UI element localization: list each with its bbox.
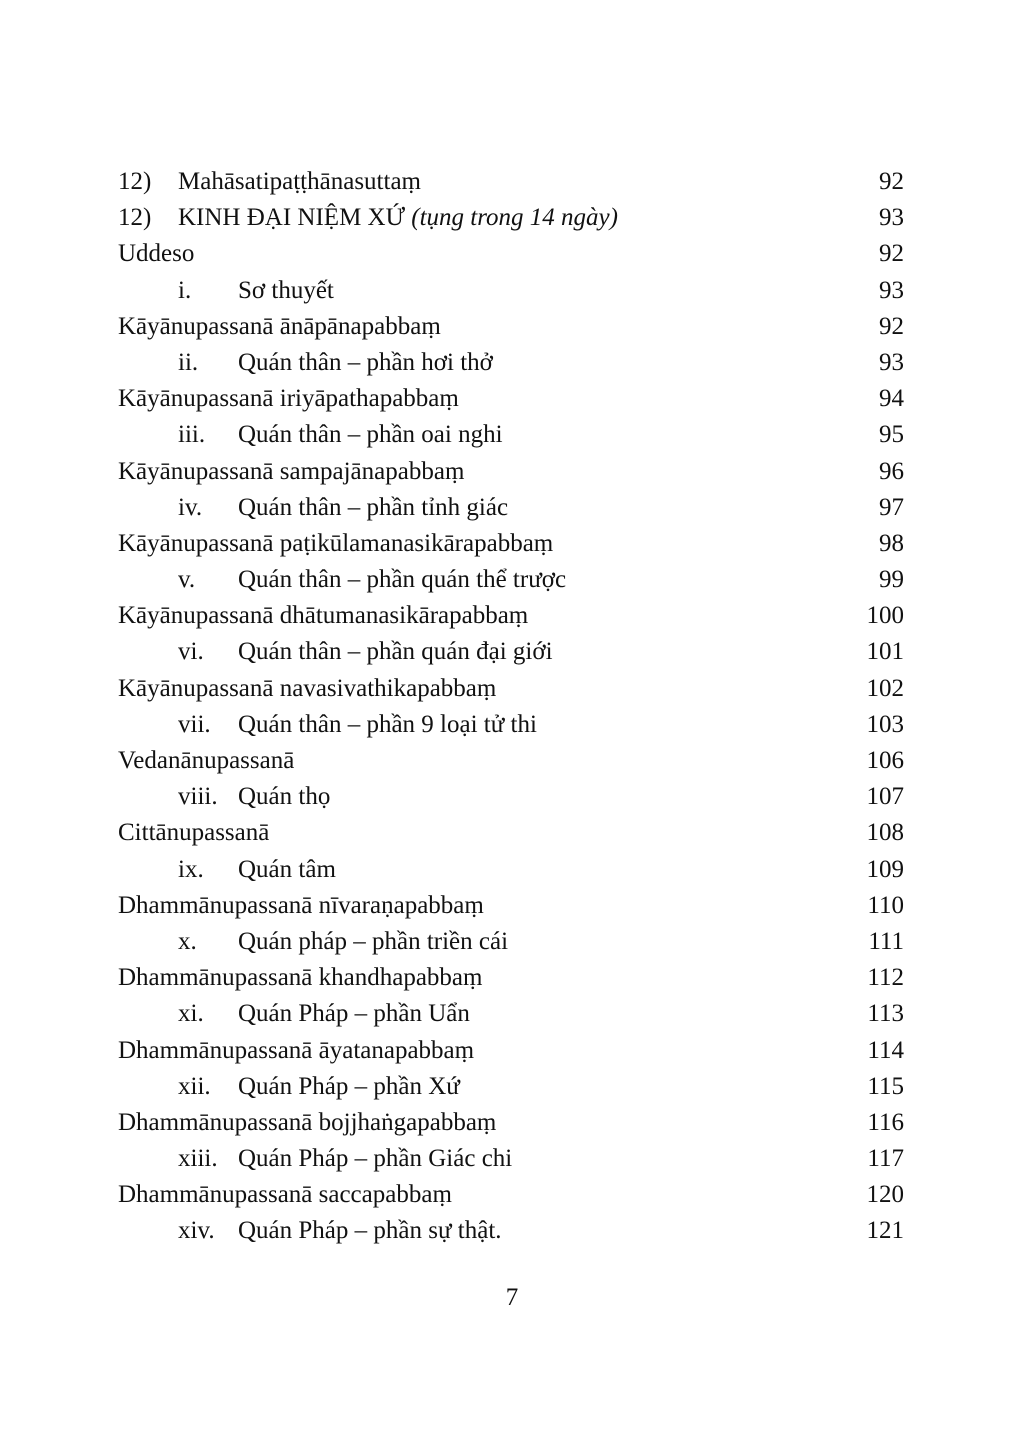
toc-entry-number: xii. xyxy=(178,1072,211,1100)
toc-entry-title-text: Quán thân – phần quán thể trược xyxy=(238,566,567,594)
toc-entry-page: 101 xyxy=(866,638,904,666)
toc-entry-title-text: Dhammānupassanā nīvaraṇapabbaṃ xyxy=(118,891,484,919)
toc-entry-page: 110 xyxy=(867,891,904,919)
toc-entry-title xyxy=(118,1033,474,1069)
toc-entry-page: 97 xyxy=(879,493,904,521)
toc-entry-title-text: Dhammānupassanā saccapabbaṃ xyxy=(118,1181,452,1209)
toc-entry-page: 98 xyxy=(879,529,904,557)
toc-entry-number: i. xyxy=(178,276,192,304)
toc-entry-number: x. xyxy=(178,927,197,955)
toc-entry-title xyxy=(118,1177,452,1213)
toc-subentry[interactable] xyxy=(118,996,904,1032)
toc-entry-number: ii. xyxy=(178,348,199,376)
toc-entry-page: 107 xyxy=(866,783,904,811)
toc-entry-title-text: Kāyānupassanā dhātumanasikārapabbaṃ xyxy=(118,602,529,630)
page-number: 7 xyxy=(505,1284,519,1311)
toc-entry-title xyxy=(238,1069,460,1105)
toc-entry-title xyxy=(238,417,503,453)
toc-entry-title-text: Quán thân – phần oai nghi xyxy=(238,421,503,449)
toc-entry-title-text: Uddeso xyxy=(118,240,195,268)
toc-entry-page: 106 xyxy=(866,747,904,774)
toc-entry-page: 111 xyxy=(868,927,904,955)
toc-entry-title-text: Quán pháp – phần triền cái xyxy=(238,927,509,955)
toc-entry-number: v. xyxy=(178,566,196,594)
toc-entry-page: 95 xyxy=(879,421,904,449)
toc-entry-page: 93 xyxy=(879,204,904,232)
toc-section-entry[interactable] xyxy=(118,888,904,924)
toc-entry-page: 99 xyxy=(879,566,904,594)
toc-entry-title xyxy=(238,852,336,888)
toc-entry-title-text: Kāyānupassanā sampajānapabbaṃ xyxy=(118,457,465,485)
toc-subentry[interactable] xyxy=(118,634,904,670)
toc-entry-title xyxy=(118,598,528,634)
toc-section-entry[interactable] xyxy=(118,598,904,634)
toc-entry-title xyxy=(238,634,553,670)
toc-entry-page: 112 xyxy=(867,964,904,992)
toc-section-entry[interactable] xyxy=(118,1105,904,1141)
toc-entry-title xyxy=(238,562,566,598)
toc-subentry[interactable] xyxy=(118,779,904,815)
toc-subentry[interactable] xyxy=(118,562,904,598)
toc-entry-title-text: Quán thân – phần tỉnh giác xyxy=(238,493,509,521)
toc-entry-title xyxy=(238,707,537,743)
toc-section-entry[interactable] xyxy=(118,454,904,490)
toc-entry-number: xiv. xyxy=(178,1217,215,1245)
toc-entry-title-text: Kāyānupassanā ānāpānapabbaṃ xyxy=(118,312,441,340)
toc-entry-page: 121 xyxy=(866,1217,904,1245)
toc-entry-title xyxy=(118,526,553,562)
toc-subentry[interactable] xyxy=(118,345,904,381)
toc-entry-number: vii. xyxy=(178,710,211,738)
toc-subentry[interactable] xyxy=(118,1213,904,1249)
toc-entry-title-text: Mahāsatipaṭṭhānasuttaṃ xyxy=(178,168,421,195)
toc-entry-page: 93 xyxy=(879,348,904,376)
table-of-contents xyxy=(118,164,904,1250)
toc-section-entry[interactable] xyxy=(118,815,904,851)
toc-entry-number: viii. xyxy=(178,783,218,811)
toc-entry-title xyxy=(238,490,508,526)
toc-section-entry[interactable] xyxy=(118,1177,904,1213)
toc-entry-note: (tụng trong 14 ngày) xyxy=(411,204,618,232)
toc-entry-title-text: Quán thân – phần hơi thở xyxy=(238,348,493,376)
toc-entry-title-text: Vedanānupassanā xyxy=(118,747,295,774)
toc-entry-title xyxy=(118,743,294,779)
toc-subentry[interactable] xyxy=(118,490,904,526)
toc-chapter-entry[interactable] xyxy=(118,200,904,236)
toc-entry-page: 92 xyxy=(879,240,904,268)
toc-subentry[interactable] xyxy=(118,417,904,453)
toc-entry-title-text: Quán Pháp – phần Xứ xyxy=(238,1072,460,1100)
toc-entry-number: vi. xyxy=(178,638,204,666)
toc-entry-page: 93 xyxy=(879,276,904,304)
toc-entry-number: xi. xyxy=(178,1000,204,1028)
toc-entry-title-text: Quán thân – phần quán đại giới xyxy=(238,638,553,666)
toc-entry-title-text: Quán thọ xyxy=(238,783,331,811)
toc-entry-title-text: Quán Pháp – phần sự thật. xyxy=(238,1217,502,1245)
toc-entry-title xyxy=(118,236,194,272)
toc-entry-title xyxy=(118,888,484,924)
toc-entry-title-text: Quán Pháp – phần Uẩn xyxy=(238,1000,470,1028)
toc-section-entry[interactable] xyxy=(118,1033,904,1069)
toc-entry-number: xiii. xyxy=(178,1145,218,1173)
toc-entry-title xyxy=(118,960,482,996)
toc-section-entry[interactable] xyxy=(118,236,904,272)
toc-entry-title xyxy=(238,924,508,960)
toc-entry-title xyxy=(178,164,421,200)
toc-section-entry[interactable] xyxy=(118,671,904,707)
toc-entry-title-text: Quán thân – phần 9 loại tử thi xyxy=(238,710,537,738)
toc-entry-title xyxy=(178,200,618,236)
toc-entry-title-text: Quán Pháp – phần Giác chi xyxy=(238,1145,513,1173)
toc-entry-page: 92 xyxy=(879,312,904,340)
toc-entry-page: 120 xyxy=(866,1181,904,1209)
toc-entry-page: 113 xyxy=(867,1000,904,1028)
toc-entry-number: 12) xyxy=(118,204,152,232)
toc-entry-title-text: Quán tâm xyxy=(238,855,336,883)
toc-entry-page: 102 xyxy=(866,674,904,702)
toc-section-entry[interactable] xyxy=(118,309,904,345)
toc-subentry[interactable] xyxy=(118,707,904,743)
toc-entry-number: 12) xyxy=(118,168,152,195)
toc-entry-title xyxy=(238,779,330,815)
toc-section-entry[interactable] xyxy=(118,381,904,417)
toc-section-entry[interactable] xyxy=(118,526,904,562)
toc-entry-number: iv. xyxy=(178,493,203,521)
toc-entry-page: 100 xyxy=(866,602,904,630)
toc-entry-title-text: KINH ĐẠI NIỆM XỨ xyxy=(178,204,412,232)
toc-entry-title xyxy=(118,671,496,707)
toc-entry-page: 117 xyxy=(867,1145,904,1173)
toc-entry-title-text: Sơ thuyết xyxy=(238,276,334,304)
toc-chapter-entry[interactable] xyxy=(118,164,904,200)
toc-entry-title xyxy=(238,273,334,309)
toc-entry-title xyxy=(238,345,493,381)
toc-entry-page: 109 xyxy=(866,855,904,883)
toc-section-entry[interactable] xyxy=(118,743,904,779)
toc-subentry[interactable] xyxy=(118,1069,904,1105)
toc-entry-page: 115 xyxy=(867,1072,904,1100)
toc-entry-page: 108 xyxy=(866,819,904,847)
toc-subentry[interactable] xyxy=(118,852,904,888)
toc-entry-title-text: Dhammānupassanā āyatanapabbaṃ xyxy=(118,1036,475,1064)
toc-entry-number: ix. xyxy=(178,855,204,883)
toc-entry-page: 103 xyxy=(866,710,904,738)
toc-entry-title-text: Dhammānupassanā bojjhaṅgapabbaṃ xyxy=(118,1108,497,1136)
toc-entry-page: 114 xyxy=(867,1036,904,1064)
toc-entry-title-text: Kāyānupassanā navasivathikapabbaṃ xyxy=(118,674,497,702)
toc-entry-page: 92 xyxy=(879,168,904,195)
toc-entry-title xyxy=(118,309,441,345)
toc-entry-title xyxy=(118,1105,496,1141)
toc-entry-title-text: Dhammānupassanā khandhapabbaṃ xyxy=(118,964,483,992)
toc-entry-title xyxy=(238,996,470,1032)
toc-entry-title xyxy=(118,815,269,851)
toc-entry-title xyxy=(118,454,464,490)
toc-entry-number: iii. xyxy=(178,421,206,449)
toc-entry-title-text: Kāyānupassanā paṭikūlamanasikārapabbaṃ xyxy=(118,529,554,557)
toc-entry-page: 116 xyxy=(867,1108,904,1136)
toc-entry-title-text: Cittānupassanā xyxy=(118,819,270,847)
toc-subentry[interactable] xyxy=(118,1141,904,1177)
toc-entry-title xyxy=(118,381,459,417)
toc-section-entry[interactable] xyxy=(118,960,904,996)
toc-entry-page: 96 xyxy=(879,457,904,485)
toc-subentry[interactable] xyxy=(118,924,904,960)
toc-entry-title xyxy=(238,1213,502,1249)
toc-entry-title-text: Kāyānupassanā iriyāpathapabbaṃ xyxy=(118,385,459,413)
toc-entry-title xyxy=(238,1141,512,1177)
toc-entry-page: 94 xyxy=(879,385,904,413)
toc-subentry[interactable] xyxy=(118,273,904,309)
